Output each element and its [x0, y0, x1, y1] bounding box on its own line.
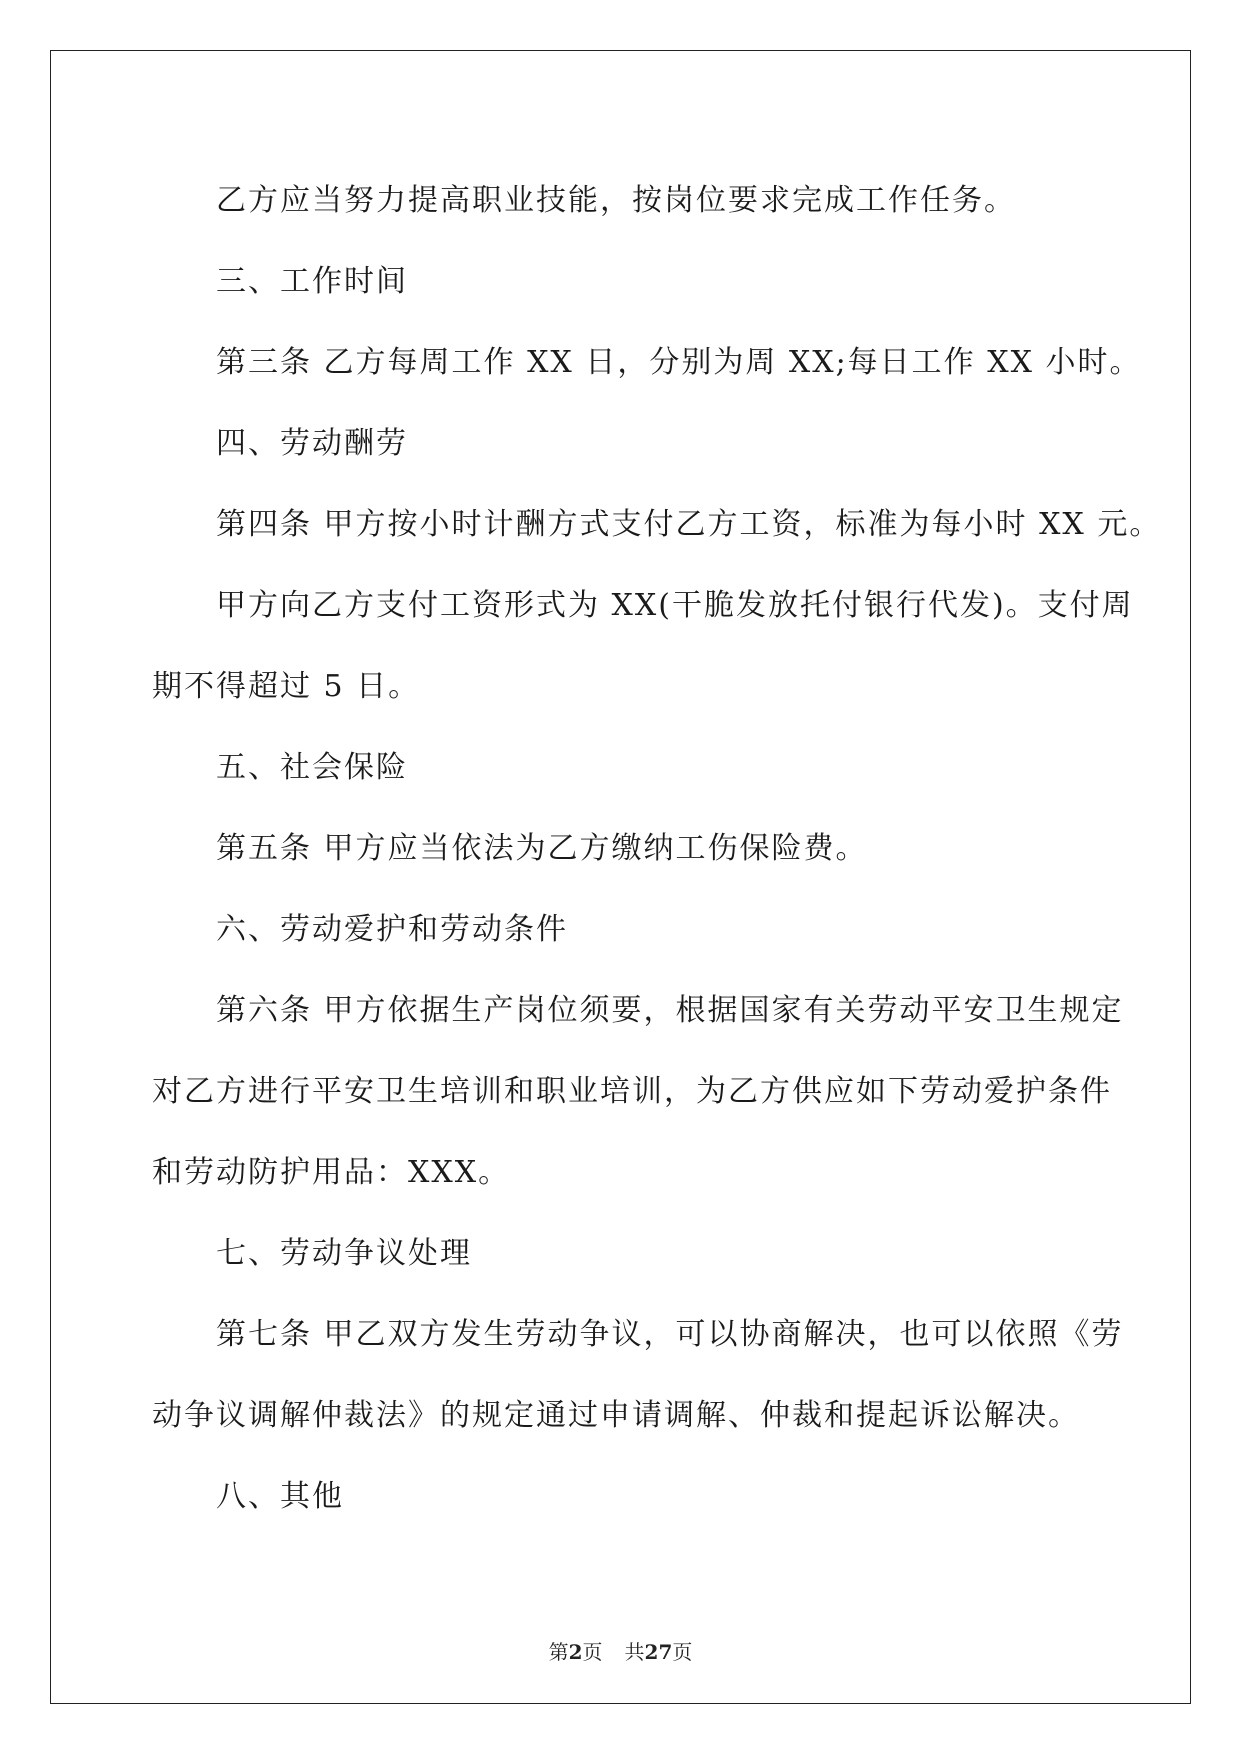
footer-total-suffix: 页 — [672, 1640, 693, 1664]
footer-page-number: 2 — [568, 1640, 583, 1664]
page-footer — [0, 1636, 1241, 1665]
paragraph-duty: 乙方应当努力提高职业技能，按岗位要求完成工作任务。 — [216, 183, 1016, 218]
heading-remuneration: 四、劳动酬劳 — [216, 426, 408, 461]
heading-dispute: 七、劳动争议处理 — [216, 1236, 472, 1271]
article-6-line-2: 对乙方进行平安卫生培训和职业培训，为乙方供应如下劳动爱护条件 — [152, 1074, 1112, 1109]
footer-total-pages: 27 — [644, 1640, 673, 1664]
heading-other: 八、其他 — [216, 1479, 344, 1514]
article-6-line-1: 第六条 甲方依据生产岗位须要，根据国家有关劳动平安卫生规定 — [216, 993, 1124, 1028]
article-7-line-1: 第七条 甲乙双方发生劳动争议，可以协商解决，也可以依照《劳 — [216, 1317, 1124, 1352]
paragraph-payment-line-2: 期不得超过 5 日。 — [152, 669, 421, 704]
heading-social-insurance: 五、社会保险 — [216, 750, 408, 785]
article-7-line-2: 动争议调解仲裁法》的规定通过申请调解、仲裁和提起诉讼解决。 — [152, 1398, 1080, 1433]
footer-prefix: 第 — [548, 1640, 569, 1664]
paragraph-payment-line-1: 甲方向乙方支付工资形式为 XX(干脆发放托付银行代发)。支付周 — [216, 588, 1134, 623]
article-6-line-3: 和劳动防护用品：XXX。 — [152, 1155, 511, 1190]
document-body — [152, 160, 1162, 1537]
heading-labor-protection: 六、劳动爱护和劳动条件 — [216, 912, 568, 947]
footer-total-prefix: 共 — [624, 1640, 645, 1664]
article-4: 第四条 甲方按小时计酬方式支付乙方工资，标准为每小时 XX 元。 — [216, 507, 1162, 542]
heading-work-time: 三、工作时间 — [216, 264, 408, 299]
footer-page-suffix: 页 — [582, 1640, 603, 1664]
article-5: 第五条 甲方应当依法为乙方缴纳工伤保险费。 — [216, 831, 868, 866]
article-3: 第三条 乙方每周工作 XX 日，分别为周 XX;每日工作 XX 小时。 — [216, 345, 1142, 380]
